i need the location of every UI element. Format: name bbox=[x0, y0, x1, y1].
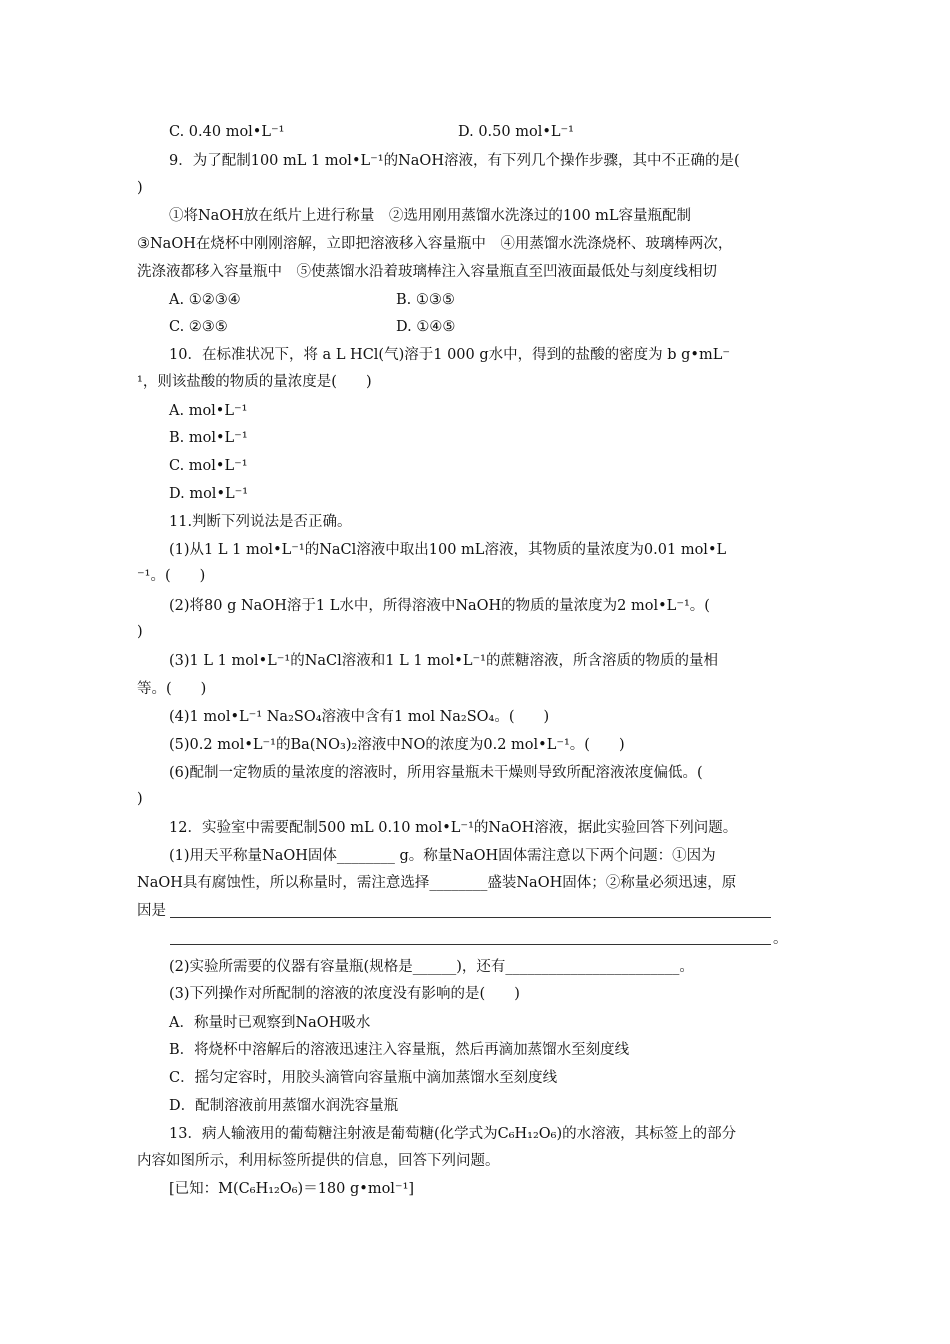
option-c-q12: C．摇匀定容时，用胶头滴管向容量瓶中滴加蒸馏水至刻度线 bbox=[169, 1070, 558, 1086]
question-10-stem-cont: ¹，则该盐酸的物质的量浓度是( ) bbox=[137, 374, 372, 390]
option-a-q10: A. mol•L⁻¹ bbox=[169, 403, 248, 419]
option-d-q9: D. ①④⑤ bbox=[396, 319, 456, 335]
option-a-q12: A．称量时已观察到NaOH吸水 bbox=[169, 1015, 371, 1031]
question-12-stem: 12．实验室中需要配制500 mL 0.10 mol•L⁻¹的NaOH溶液，据此实验回答下列问题。 bbox=[169, 820, 738, 836]
option-d-q12: D．配制溶液前用蒸馏水润洗容量瓶 bbox=[169, 1098, 399, 1114]
question-12-part-2: (2)实验所需要的仪器有容量瓶(规格是______)，还有________________________。 bbox=[169, 959, 694, 975]
question-13-stem: 13．病人输液用的葡萄糖注射液是葡萄糖(化学式为C₆H₁₂O₆)的水溶液，其标签上的部分 bbox=[169, 1126, 737, 1142]
question-12-part-1: (1)用天平称量NaOH固体________ g。称量NaOH固体需注意以下两个问题：①因为 bbox=[169, 848, 716, 864]
question-10-stem: 10．在标准状况下，将 a L HCl(气)溶于1 000 g水中，得到的盐酸的密度为 b g•mL⁻ bbox=[169, 347, 731, 363]
question-11-item-2: (2)将80 g NaOH溶于1 L水中，所得溶液中NaOH的物质的量浓度为2 mol•L⁻¹。( bbox=[169, 598, 710, 614]
question-11-item-3: (3)1 L 1 mol•L⁻¹的NaCl溶液和1 L 1 mol•L⁻¹的蔗糖溶液，所含溶质的物质的量相 bbox=[169, 653, 718, 669]
question-11-item-1: (1)从1 L 1 mol•L⁻¹的NaCl溶液中取出100 mL溶液，其物质的量浓度为0.01 mol•L bbox=[169, 542, 727, 558]
option-b-q12: B．将烧杯中溶解后的溶液迅速注入容量瓶，然后再滴加蒸馏水至刻度线 bbox=[169, 1042, 630, 1058]
question-13-given: [已知：M(C₆H₁₂O₆)＝180 g•mol⁻¹] bbox=[169, 1181, 415, 1197]
option-a-q9: A. ①②③④ bbox=[169, 292, 241, 308]
question-12-part-1-reason-label: 因是 bbox=[137, 903, 166, 919]
question-11-item-6: (6)配制一定物质的量浓度的溶液时，所用容量瓶未干燥则导致所配溶液浓度偏低。( bbox=[169, 765, 703, 781]
question-11-item-3-cont: 等。( ) bbox=[137, 681, 207, 697]
question-9-steps-line-3: 洗涤液都移入容量瓶中 ⑤使蒸馏水沿着玻璃棒注入容量瓶直至凹液面最低处与刻度线相切 bbox=[137, 264, 717, 280]
question-13-stem-cont: 内容如图所示，利用标签所提供的信息，回答下列问题。 bbox=[137, 1153, 500, 1169]
question-11-item-6-cont: ) bbox=[137, 791, 143, 807]
question-9-stem-cont: ) bbox=[137, 180, 143, 196]
question-11-stem: 11.判断下列说法是否正确。 bbox=[169, 514, 352, 530]
question-11-item-4: (4)1 mol•L⁻¹ Na₂SO₄溶液中含有1 mol Na₂SO₄。( ) bbox=[169, 709, 550, 725]
answer-blank-end: 。 bbox=[773, 931, 788, 947]
question-9-steps-line-1: ①将NaOH放在纸片上进行称量 ②选用刚用蒸馏水洗涤过的100 mL容量瓶配制 bbox=[169, 208, 692, 224]
question-9-stem: 9．为了配制100 mL 1 mol•L⁻¹的NaOH溶液，有下列几个操作步骤，其中不正确的是( bbox=[169, 153, 740, 169]
question-9-steps-line-2: ③NaOH在烧杯中刚刚溶解，立即把溶液移入容量瓶中 ④用蒸馏水洗涤烧杯、玻璃棒两次， bbox=[137, 236, 733, 252]
option-d-q8: D. 0.50 mol•L⁻¹ bbox=[458, 124, 574, 140]
option-c-q8: C. 0.40 mol•L⁻¹ bbox=[169, 124, 285, 140]
question-11-item-1-cont: ⁻¹。( ) bbox=[137, 568, 206, 584]
option-c-q10: C. mol•L⁻¹ bbox=[169, 458, 248, 474]
answer-blank-line-2 bbox=[170, 944, 771, 945]
question-11-item-2-cont: ) bbox=[137, 624, 143, 640]
question-12-part-1-cont: NaOH具有腐蚀性，所以称量时，需注意选择________盛装NaOH固体；②称量必须迅速，原 bbox=[137, 875, 737, 891]
option-b-q10: B. mol•L⁻¹ bbox=[169, 430, 248, 446]
answer-blank-line-1 bbox=[170, 917, 771, 918]
question-12-part-3: (3)下列操作对所配制的溶液的浓度没有影响的是( ) bbox=[169, 986, 520, 1002]
question-11-item-5: (5)0.2 mol•L⁻¹的Ba(NO₃)₂溶液中NO的浓度为0.2 mol•L⁻¹。( ) bbox=[169, 737, 625, 753]
option-c-q9: C. ②③⑤ bbox=[169, 319, 228, 335]
option-b-q9: B. ①③⑤ bbox=[396, 292, 455, 308]
option-d-q10: D. mol•L⁻¹ bbox=[169, 486, 249, 502]
